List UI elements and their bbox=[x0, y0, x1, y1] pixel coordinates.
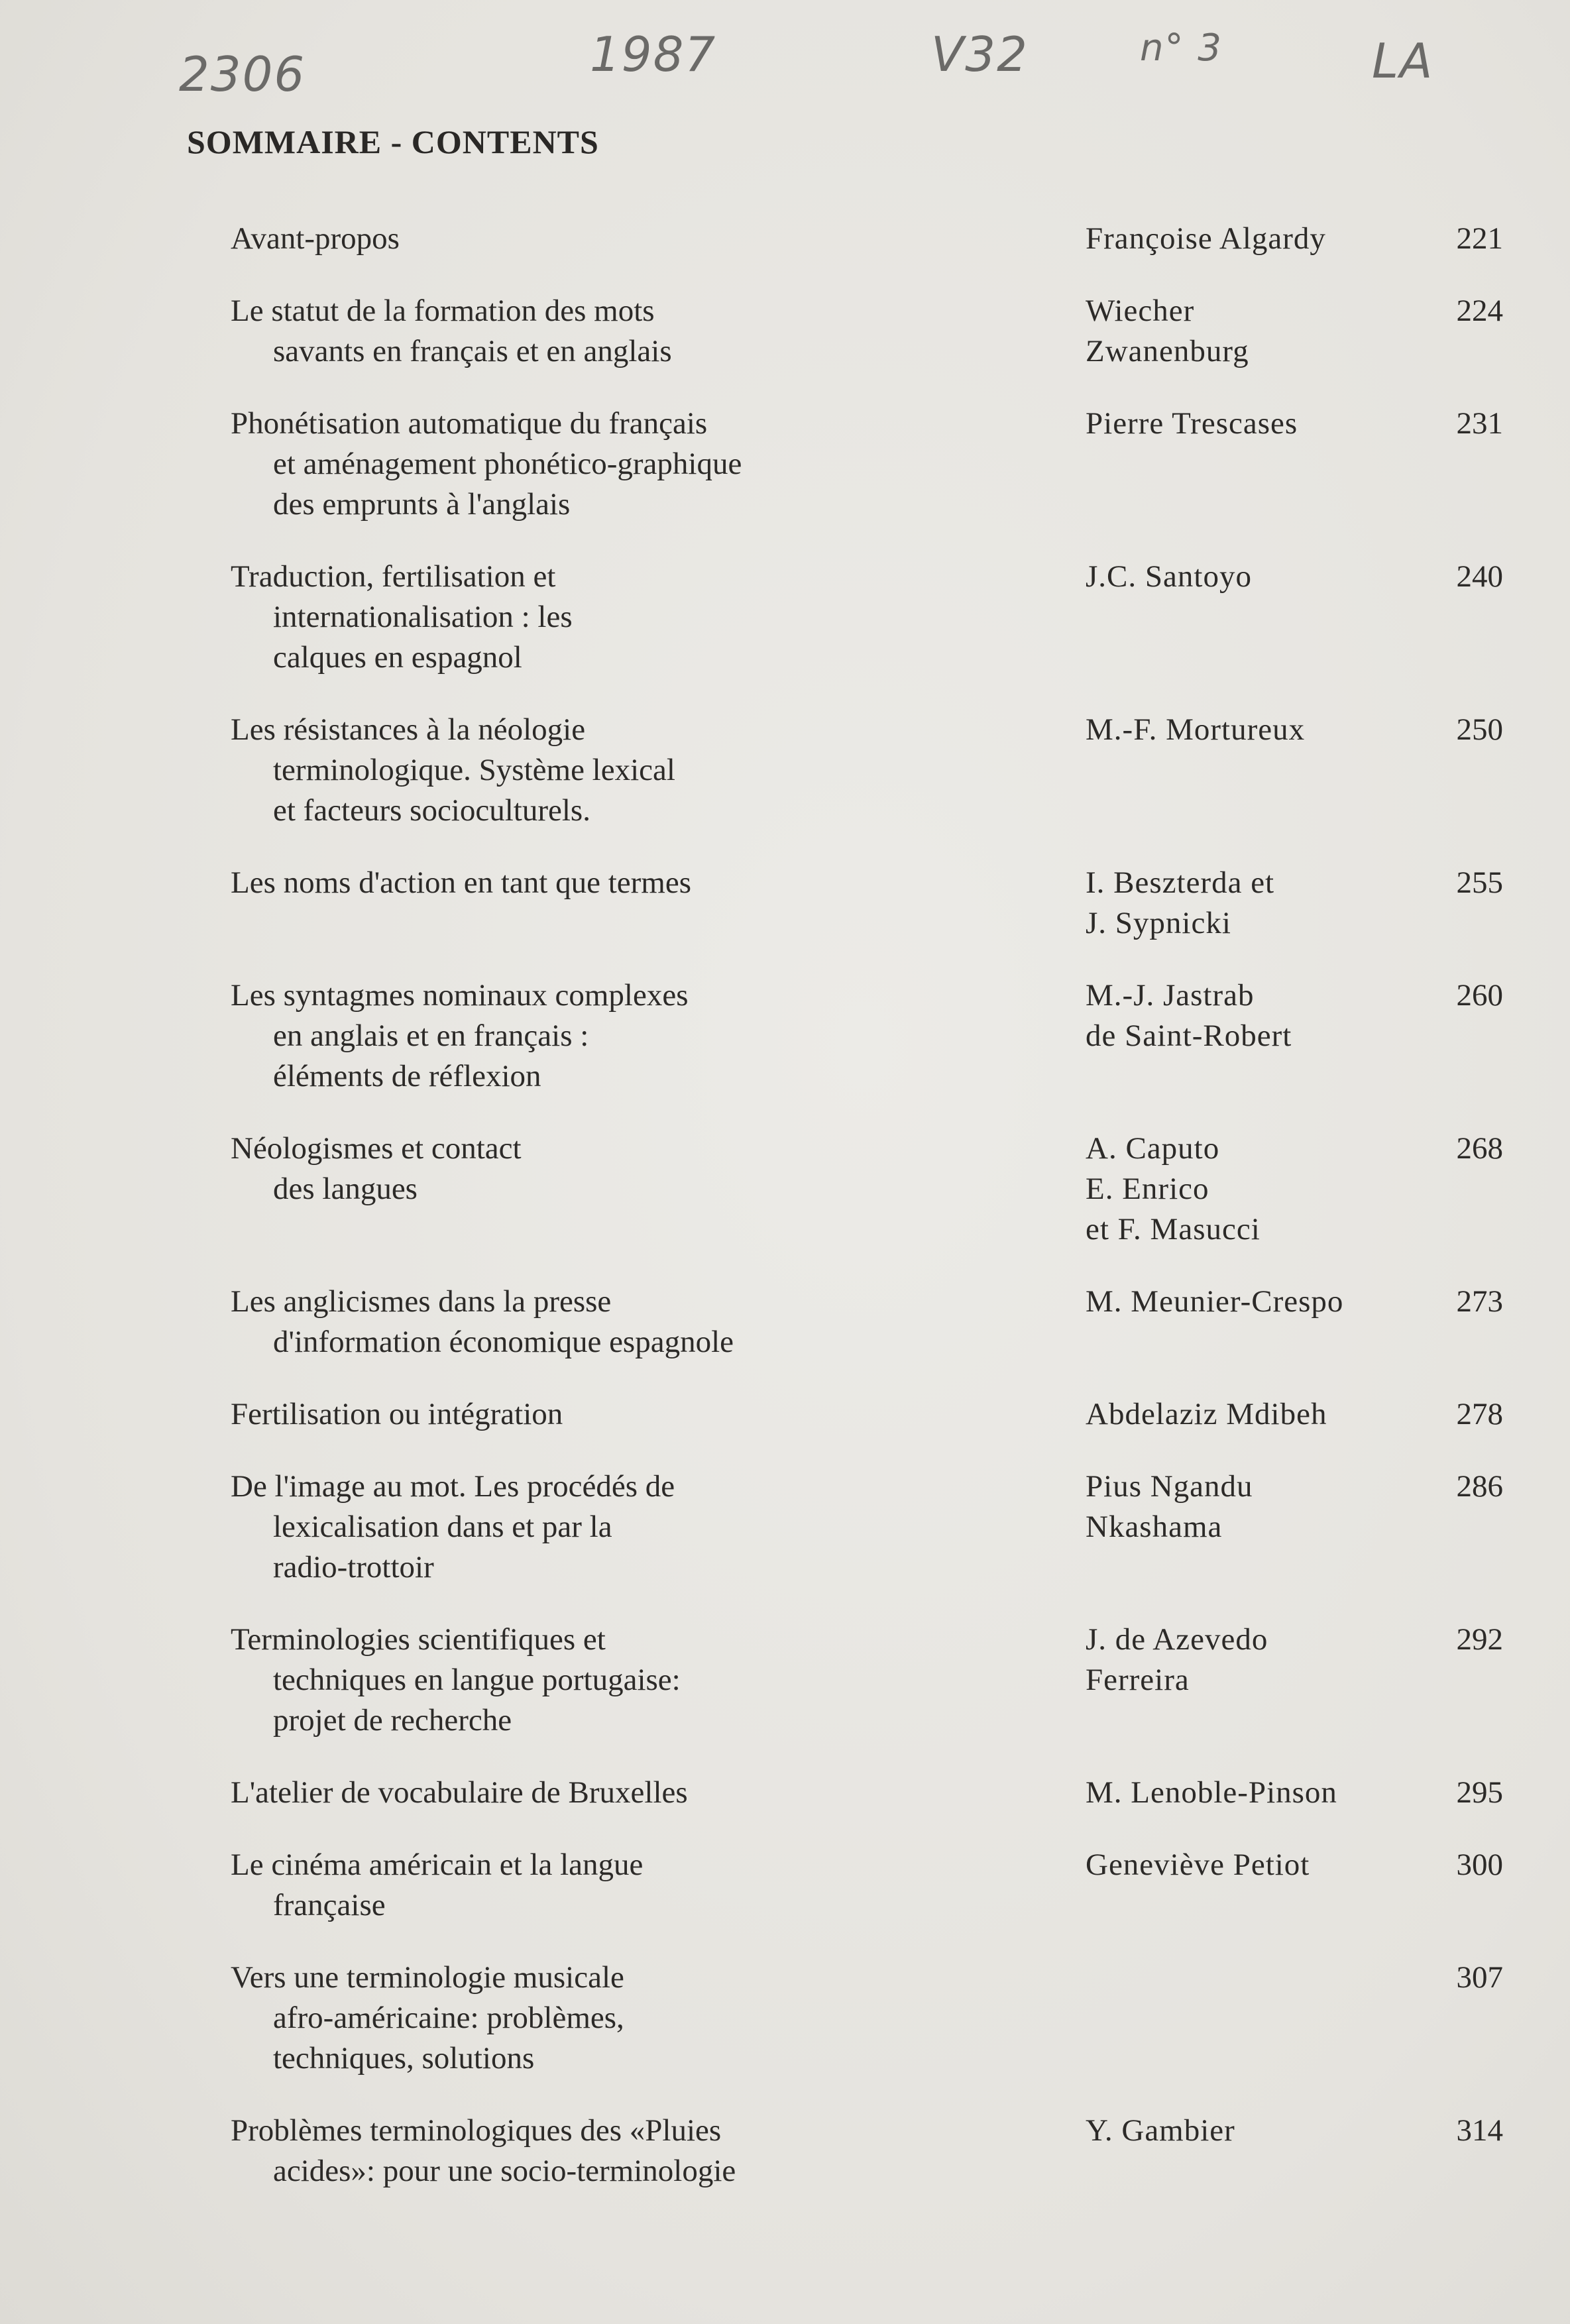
handwritten-note: 2306 bbox=[179, 46, 306, 102]
handwritten-annotations bbox=[0, 0, 1570, 133]
toc-entry-title-line: éléments de réflexion bbox=[273, 1059, 541, 1093]
toc-entry bbox=[231, 557, 1503, 678]
toc-entry-title-line: Le cinéma américain et la langue bbox=[231, 1848, 644, 1882]
toc-entry bbox=[231, 1773, 1503, 1813]
toc-entry-title-line: en anglais et en français : bbox=[273, 1019, 589, 1053]
toc-entry-author bbox=[1086, 1773, 1430, 1813]
toc-entry-title bbox=[231, 863, 1086, 944]
toc-entry-title-line: calques en espagnol bbox=[273, 640, 522, 675]
toc-entry-title bbox=[231, 219, 1086, 259]
toc-entry bbox=[231, 2111, 1503, 2191]
toc-entry-author bbox=[1086, 1282, 1430, 1362]
toc-entry-title-line: Néologismes et contact bbox=[231, 1131, 522, 1166]
toc-entry-author-line: Y. Gambier bbox=[1086, 2113, 1235, 2148]
toc-entry-title-line: Le statut de la formation des mots bbox=[231, 294, 655, 328]
toc-entry-page-number: 278 bbox=[1456, 1397, 1503, 1431]
toc-entry-page-number: 286 bbox=[1456, 1469, 1503, 1504]
toc-entry-title bbox=[231, 1466, 1086, 1588]
toc-entry-author-line: I. Beszterda et bbox=[1086, 865, 1275, 900]
toc-entry bbox=[231, 291, 1503, 372]
toc-entry-author bbox=[1086, 219, 1430, 259]
toc-entry-title-line: lexicalisation dans et par la bbox=[273, 1510, 612, 1544]
toc-entry-author bbox=[1086, 863, 1430, 944]
toc-entry-title bbox=[231, 404, 1086, 525]
toc-entry-title bbox=[231, 1845, 1086, 1926]
toc-entry-author bbox=[1086, 975, 1430, 1097]
toc-entry-title bbox=[231, 1958, 1086, 2079]
toc-entry-page-number: 300 bbox=[1456, 1848, 1503, 1882]
toc-entry-title-line: Les syntagmes nominaux complexes bbox=[231, 978, 689, 1013]
toc-entry-author-line: Nkashama bbox=[1086, 1510, 1223, 1544]
toc-entry-title-line: savants en français et en anglais bbox=[273, 334, 672, 368]
toc-entry-author-line: Françoise Algardy bbox=[1086, 221, 1326, 256]
toc-entry-title-line: radio-trottoir bbox=[273, 1550, 434, 1584]
toc-entry-title-line: projet de recherche bbox=[273, 1703, 512, 1738]
toc-entry-title-line: Avant-propos bbox=[231, 221, 400, 256]
toc-entry-page-number: 231 bbox=[1456, 406, 1503, 441]
toc-entry bbox=[231, 1394, 1503, 1435]
toc-entry-author bbox=[1086, 1466, 1430, 1588]
toc-entry-title-line: afro-américaine: problèmes, bbox=[273, 2001, 624, 2035]
toc-entry-author-line: A. Caputo bbox=[1086, 1131, 1220, 1166]
toc-entry-page-number: 224 bbox=[1456, 294, 1503, 328]
toc-entry-title-line: internationalisation : les bbox=[273, 600, 573, 634]
toc-entry-title-line: et aménagement phonético-graphique bbox=[273, 447, 742, 481]
toc-entry-title-line: des langues bbox=[273, 1172, 418, 1206]
toc-entry-title bbox=[231, 557, 1086, 678]
toc-entry-author-line: M.-J. Jastrab bbox=[1086, 978, 1255, 1013]
toc-entry-author-line: J. Sypnicki bbox=[1086, 906, 1231, 940]
toc-entry bbox=[231, 1129, 1503, 1250]
toc-entry-author bbox=[1086, 1845, 1430, 1926]
toc-entry-title-line: Les anglicismes dans la presse bbox=[231, 1284, 612, 1319]
toc-entry-page-number: 295 bbox=[1456, 1775, 1503, 1810]
toc-entry-author-line: J. de Azevedo bbox=[1086, 1622, 1268, 1657]
toc-entry-author-line: et F. Masucci bbox=[1086, 1212, 1261, 1246]
toc-entry-author-line: Pius Ngandu bbox=[1086, 1469, 1253, 1504]
toc-entry bbox=[231, 975, 1503, 1097]
toc-entry-title-line: française bbox=[273, 1888, 386, 1922]
toc-entry bbox=[231, 1958, 1503, 2079]
toc-entry-page-number: 268 bbox=[1456, 1131, 1503, 1166]
toc-entry bbox=[231, 1282, 1503, 1362]
handwritten-note: n° 3 bbox=[1140, 27, 1223, 70]
toc-entry-title bbox=[231, 1620, 1086, 1741]
toc-entry-title-line: Problèmes terminologiques des «Pluies bbox=[231, 2113, 722, 2148]
toc-entry-author bbox=[1086, 1620, 1430, 1741]
toc-entry-title-line: acides»: pour une socio-terminologie bbox=[273, 2154, 736, 2188]
toc-entry-title-line: terminologique. Système lexical bbox=[273, 753, 675, 787]
toc-entry-page-number: 292 bbox=[1456, 1622, 1503, 1657]
toc-entry-title-line: Terminologies scientifiques et bbox=[231, 1622, 606, 1657]
toc-entry bbox=[231, 219, 1503, 259]
toc-entry-author-line: Zwanenburg bbox=[1086, 334, 1249, 368]
toc-entry-author-line: E. Enrico bbox=[1086, 1172, 1209, 1206]
toc-entry-title-line: d'information économique espagnole bbox=[273, 1325, 734, 1359]
toc-entry-title bbox=[231, 2111, 1086, 2191]
toc-entry bbox=[231, 1845, 1503, 1926]
toc-entry-title-line: L'atelier de vocabulaire de Bruxelles bbox=[231, 1775, 688, 1810]
toc-entry bbox=[231, 1620, 1503, 1741]
toc-entry bbox=[231, 1466, 1503, 1588]
toc-entry-title-line: techniques, solutions bbox=[273, 2041, 535, 2075]
toc-entry-title bbox=[231, 975, 1086, 1097]
toc-entry-author-line: Abdelaziz Mdibeh bbox=[1086, 1397, 1327, 1431]
table-of-contents bbox=[231, 219, 1503, 2223]
handwritten-note: 1987 bbox=[590, 27, 717, 82]
toc-entry-author-line: M.-F. Mortureux bbox=[1086, 712, 1306, 747]
toc-entry-author-line: M. Meunier-Crespo bbox=[1086, 1284, 1344, 1319]
toc-entry-title-line: des emprunts à l'anglais bbox=[273, 487, 571, 522]
toc-entry-page-number: 250 bbox=[1456, 712, 1503, 747]
toc-entry-title-line: Traduction, fertilisation et bbox=[231, 559, 556, 594]
toc-entry-author-line: Pierre Trescases bbox=[1086, 406, 1298, 441]
handwritten-note: V32 bbox=[931, 27, 1029, 82]
toc-entry-title-line: Phonétisation automatique du français bbox=[231, 406, 708, 441]
toc-entry-page-number: 240 bbox=[1456, 559, 1503, 594]
toc-entry-title-line: techniques en langue portugaise: bbox=[273, 1663, 681, 1697]
toc-entry-title bbox=[231, 1129, 1086, 1250]
toc-entry-title-line: Les noms d'action en tant que termes bbox=[231, 865, 691, 900]
toc-entry-title-line: Les résistances à la néologie bbox=[231, 712, 586, 747]
toc-entry-title bbox=[231, 710, 1086, 831]
toc-entry-author-line: Ferreira bbox=[1086, 1663, 1190, 1697]
toc-entry-author-line: Wiecher bbox=[1086, 294, 1195, 328]
toc-entry-author bbox=[1086, 2111, 1430, 2191]
toc-entry-author-line: Geneviève Petiot bbox=[1086, 1848, 1310, 1882]
toc-entry-author bbox=[1086, 291, 1430, 372]
toc-entry-page-number: 273 bbox=[1456, 1284, 1503, 1319]
toc-entry-author bbox=[1086, 1958, 1430, 2079]
toc-entry bbox=[231, 404, 1503, 525]
toc-entry-author-line: de Saint-Robert bbox=[1086, 1019, 1292, 1053]
toc-entry bbox=[231, 863, 1503, 944]
toc-entry-page-number: 260 bbox=[1456, 978, 1503, 1013]
toc-entry bbox=[231, 710, 1503, 831]
page-title: SOMMAIRE - CONTENTS bbox=[187, 123, 599, 160]
toc-entry-title-line: Fertilisation ou intégration bbox=[231, 1397, 563, 1431]
toc-entry-page-number: 221 bbox=[1456, 221, 1503, 256]
toc-entry-page-number: 255 bbox=[1456, 865, 1503, 900]
toc-entry-page-number: 314 bbox=[1456, 2113, 1503, 2148]
toc-entry-author bbox=[1086, 557, 1430, 678]
toc-entry-author bbox=[1086, 1394, 1430, 1435]
toc-entry-title-line: et facteurs socioculturels. bbox=[273, 793, 590, 828]
toc-entry-title-line: Vers une terminologie musicale bbox=[231, 1960, 624, 1995]
toc-entry-title bbox=[231, 1394, 1086, 1435]
toc-entry-author-line: J.C. Santoyo bbox=[1086, 559, 1252, 594]
toc-entry-title bbox=[231, 1773, 1086, 1813]
handwritten-note: LA bbox=[1372, 33, 1434, 89]
toc-entry-title bbox=[231, 1282, 1086, 1362]
toc-entry-author bbox=[1086, 404, 1430, 525]
toc-entry-author-line: M. Lenoble-Pinson bbox=[1086, 1775, 1337, 1810]
toc-entry-author bbox=[1086, 1129, 1430, 1250]
toc-entry-title-line: De l'image au mot. Les procédés de bbox=[231, 1469, 675, 1504]
toc-entry-page-number: 307 bbox=[1456, 1960, 1503, 1995]
toc-entry-author bbox=[1086, 710, 1430, 831]
toc-entry-title bbox=[231, 291, 1086, 372]
